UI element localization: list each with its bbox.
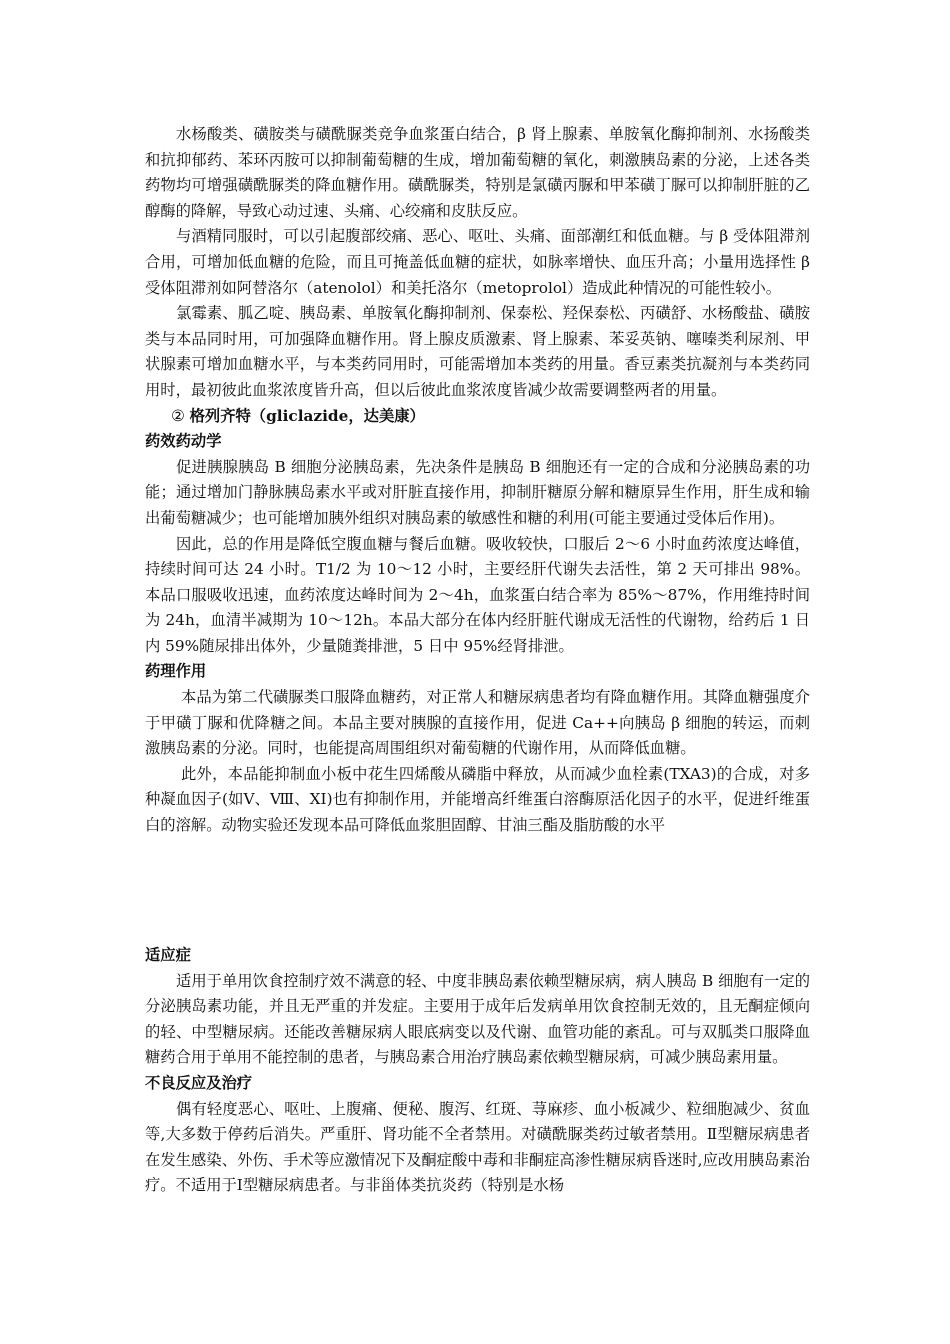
heading-pharmacology: 药理作用 bbox=[145, 662, 207, 681]
drug-title: 格列齐特（gliclazide，达美康） bbox=[189, 406, 425, 425]
paragraph-interactions-2: 与酒精同服时，可以引起腹部绞痛、恶心、呕吐、头痛、面部潮红和低血糖。与 β 受体阻滞剂合用，可增加低血糖的危险，而且可掩盖低血糖的症状，如脉率增快、血压升高；小量用选择性 β 受体阻滞剂如阿替洛尔（atenolol）和美托洛尔（metoprolol）造成此种情况的可能性较小。 bbox=[145, 227, 810, 297]
section-indications-and-adverse bbox=[145, 943, 810, 1199]
heading-adverse-reactions: 不良反应及治疗 bbox=[145, 1073, 253, 1092]
paragraph-interactions-3: 氯霉素、胍乙啶、胰岛素、单胺氧化酶抑制剂、保泰松、羟保泰松、丙磺舒、水杨酸盐、磺胺类与本品同时用，可加强降血糖作用。肾上腺皮质激素、肾上腺素、苯妥英钠、噻嗪类利尿剂、甲状腺素可增加血糖水平，与本类药同用时，可能需增加本类药的用量。香豆素类抗凝剂与本类药同用时，最初彼此血浆浓度皆升高，但以后彼此血浆浓度皆减少故需要调整两者的用量。 bbox=[145, 304, 810, 399]
paragraph-adverse-reactions: 偶有轻度恶心、呕吐、上腹痛、便秘、腹泻、红斑、荨麻疹、血小板减少、粒细胞减少、贫血等,大多数于停药后消失。严重肝、肾功能不全者禁用。对磺酰脲类药过敏者禁用。Ⅱ型糖尿病患者在发生感染、外伤、手术等应激情况下及酮症酸中毒和非酮症高渗性糖尿病昏迷时,应改用胰岛素治疗。不适用于Ⅰ型糖尿病患者。与非甾体类抗炎药（特别是水杨 bbox=[145, 1099, 810, 1195]
heading-indications: 适应症 bbox=[145, 946, 191, 964]
paragraph-indications: 适用于单用饮食控制疗效不满意的轻、中度非胰岛素依赖型糖尿病，病人胰岛 B 细胞有一定的分泌胰岛素功能，并且无严重的并发症。主要用于成年后发病单用饮食控制无效的，且无酮症倾向的轻、中型糖尿病。还能改善糖尿病人眼底病变以及代谢、血管功能的紊乱。可与双胍类口服降血糖药合用于单用不能控制的患者，与胰岛素合用治疗胰岛素依赖型糖尿病，可减少胰岛素用量。 bbox=[145, 971, 810, 1067]
drug-number: ② bbox=[171, 406, 185, 425]
paragraph-pharmacodynamics-1: 促进胰腺胰岛 B 细胞分泌胰岛素，先决条件是胰岛 B 细胞还有一定的合成和分泌胰岛素的功能；通过增加门静脉胰岛素水平或对肝脏直接作用，抑制肝糖原分解和糖原异生作用，肝生成和输出葡萄糖减少；也可能增加胰外组织对胰岛素的敏感性和糖的利用(可能主要通过受体后作用)。 bbox=[145, 457, 810, 527]
paragraph-pharmacology-2: 此外，本品能抑制血小板中花生四烯酸从磷脂中释放，从而减少血栓素(TXA3)的合成，对多种凝血因子(如Ⅴ、Ⅷ、XI)也有抑制作用，并能增高纤维蛋白溶酶原活化因子的水平，促进纤维蛋白的溶解。动物实验还发现本品可降低血浆胆固醇、甘油三酯及脂肪酸的水平 bbox=[145, 764, 810, 835]
section-drug-interactions bbox=[145, 122, 810, 839]
paragraph-pharmacology-1: 本品为第二代磺脲类口服降血糖药，对正常人和糖尿病患者均有降血糖作用。其降血糖强度介于甲磺丁脲和优降糖之间。本品主要对胰腺的直接作用，促进 Ca++向胰岛 β 细胞的转运，而刺激胰岛素的分泌。同时，也能提高周围组织对葡萄糖的代谢作用，从而降低血糖。 bbox=[145, 688, 810, 758]
heading-pharmacodynamics: 药效药动学 bbox=[145, 432, 222, 451]
drug-subheading bbox=[145, 404, 810, 430]
paragraph-interactions-1: 水杨酸类、磺胺类与磺酰脲类竞争血浆蛋白结合，β 肾上腺素、单胺氧化酶抑制剂、水扬酸类和抗抑郁药、苯环丙胺可以抑制葡萄糖的生成，增加葡萄糖的氧化，刺激胰岛素的分泌，上述各类药物均可增强磺酰脲类的降血糖作用。磺酰脲类，特别是氯磺丙脲和甲苯磺丁脲可以抑制肝脏的乙醇酶的降解，导致心动过速、头痛、心绞痛和皮肤反应。 bbox=[145, 125, 810, 220]
paragraph-pharmacodynamics-2: 因此，总的作用是降低空腹血糖与餐后血糖。吸收较快，口服后 2～6 小时血药浓度达峰值，持续时间可达 24 小时。T1/2 为 10～12 小时，主要经肝代谢失去活性，第 2 天可排出 98%。本品口服吸收迅速，血药浓度达峰时间为 2～4h，血浆蛋白结合率为 85%～87%，作用维持时间为 24h，血清半减期为 10～12h。本品大部分在体内经肝脏代谢成无活性的代谢物，给药后 1 日内 59%随尿排出体外，少量随粪排泄，5 日中 95%经肾排泄。 bbox=[145, 534, 810, 655]
